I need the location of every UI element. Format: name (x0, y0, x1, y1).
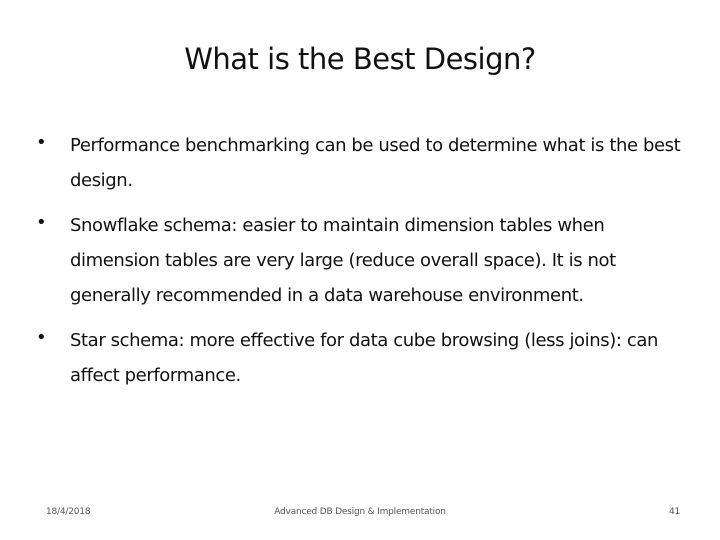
bullet-item (36, 208, 686, 313)
bullet-text: Star schema: more effective for data cube browsing (less joins): can affect performance. (70, 330, 658, 386)
bullet-marker: • (36, 212, 47, 233)
bullet-item (36, 128, 686, 198)
bullet-list (36, 128, 686, 403)
bullet-marker: • (36, 327, 47, 348)
page-number: 41 (668, 507, 680, 517)
bullet-item (36, 323, 686, 393)
footer-date: 18/4/2018 (46, 507, 91, 517)
bullet-text: Snowflake schema: easier to maintain dimension tables when dimension tables are very large (reduce overall space). It is not generally recommended in a data warehouse environment. (70, 215, 616, 306)
footer-title: Advanced DB Design & Implementation (274, 507, 446, 517)
slide-title: What is the Best Design? (184, 42, 536, 76)
bullet-marker: • (36, 132, 47, 153)
bullet-text: Performance benchmarking can be used to determine what is the best design. (70, 135, 681, 191)
